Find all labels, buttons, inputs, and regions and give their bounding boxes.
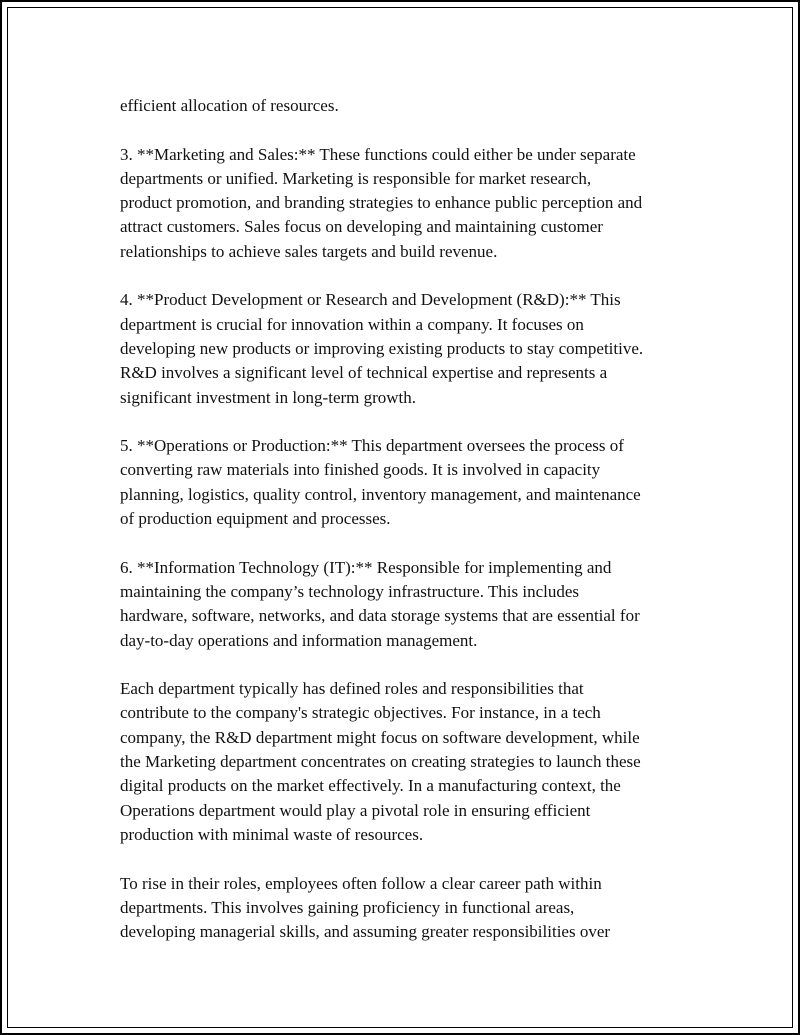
page-body bbox=[120, 94, 692, 969]
paragraph-department-roles: Each department typically has defined roles and responsibilities that contribute to the company's strategic objectives. For instance, in a tech company, the R&D department might focus on software development, while the Marketing department concentrates on creating strategies to launch these digital products on the market effectively. In a manufacturing context, the Operations department would play a pivotal role in ensuring efficient production with minimal waste of resources. bbox=[120, 679, 641, 844]
paragraph-operations: 5. **Operations or Production:** This department oversees the process of converting raw materials into finished goods. It is involved in capacity planning, logistics, quality control, inventory management, and maintenance of production equipment and processes. bbox=[120, 436, 641, 529]
paragraph-product-development: 4. **Product Development or Research and Development (R&D):** This department is crucial for innovation within a company. It focuses on developing new products or improving existing products to stay competitive. R&D involves a significant level of technical expertise and represents a significant investment in long-term growth. bbox=[120, 290, 644, 407]
paragraph-career-path: To rise in their roles, employees often follow a clear career path within departments. This involves gaining proficiency in functional areas, developing managerial skills, and assuming greater responsibilities over bbox=[120, 873, 611, 942]
paragraph-marketing-and-sales: 3. **Marketing and Sales:** These functions could either be under separate departments or unified. Marketing is responsible for market research, product promotion, and branding strategies to enhance public perception and attract customers. Sales focus on developing and maintaining customer relationships to achieve sales targets and build revenue. bbox=[120, 144, 643, 261]
paragraph-information-technology: 6. **Information Technology (IT):** Responsible for implementing and maintaining the company’s technology infrastructure. This includes hardware, software, networks, and data storage systems that are essential for day-to-day operations and information management. bbox=[120, 557, 640, 650]
paragraph-continuation: efficient allocation of resources. bbox=[120, 96, 339, 115]
